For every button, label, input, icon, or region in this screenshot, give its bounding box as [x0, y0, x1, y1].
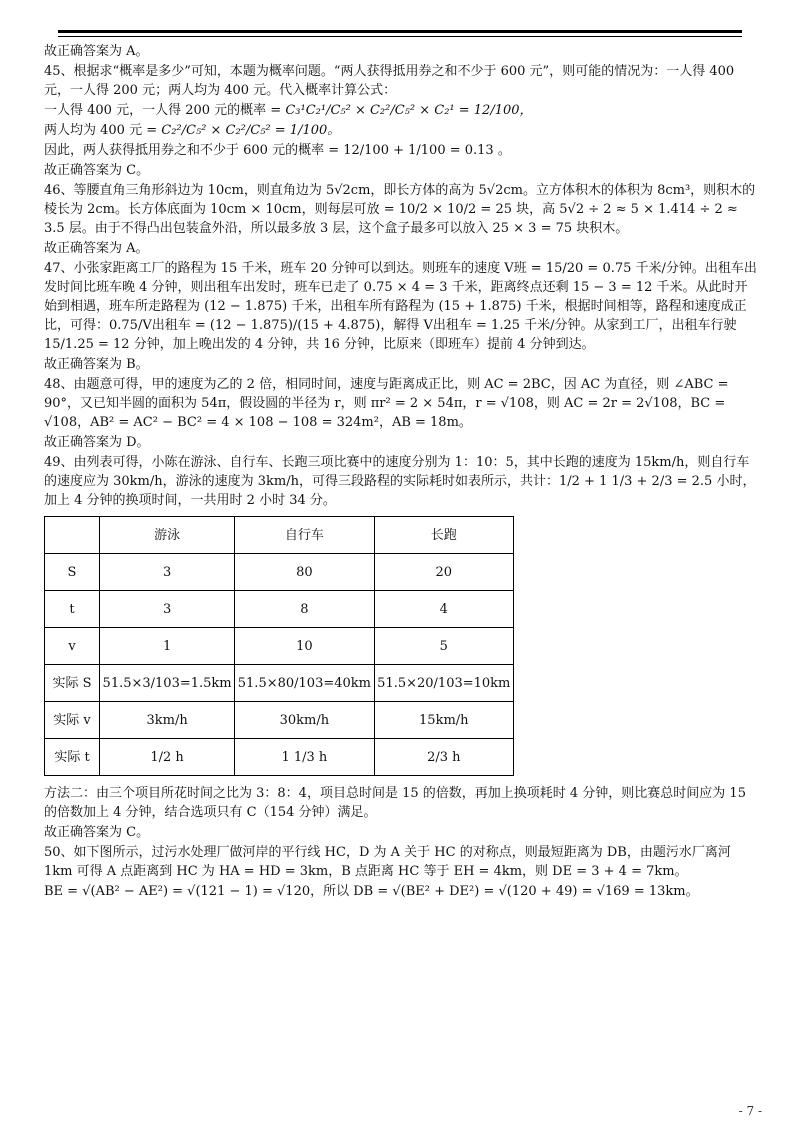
table-row	[45, 739, 514, 776]
table-row	[45, 665, 514, 702]
table-cell: 10	[235, 628, 374, 665]
table-cell: v	[45, 628, 100, 665]
q49-method2: 方法二：由三个项目所花时间之比为 3：8：4，项目总时间是 15 的倍数，再加上换项耗时 4 分钟，则比赛总时间应为 15 的倍数加上 4 分钟，结合选项只有 C（154 分钟）满足。	[44, 786, 746, 820]
table-cell: 51.5×3/103=1.5km	[100, 665, 235, 702]
q45-intro: 45、根据求“概率是多少”可知，本题为概率问题。“两人获得抵用券之和不少于 600 元”，则可能的情况为：一人得 400 元，一人得 200 元；两人均为 400 元。代入概率计算公式：	[44, 64, 735, 98]
table-cell: 3	[100, 591, 235, 628]
q46-answer: 故正确答案为 A。	[44, 241, 149, 256]
q45-prob1-expr: = C₃¹C₂¹/C₅² × C₂²/C₅² × C₂¹ = 12/100，	[270, 103, 533, 118]
q47-answer: 故正确答案为 B。	[44, 357, 149, 372]
table-cell: 实际 S	[45, 665, 100, 702]
table-row	[45, 554, 514, 591]
q45-prob1-label: 一人得 400 元，一人得 200 元的概率	[44, 103, 267, 118]
results-table	[44, 516, 514, 776]
table-cell: 4	[374, 591, 513, 628]
table-cell: 3km/h	[100, 702, 235, 739]
q46-text: 46、等腰直角三角形斜边为 10cm，则直角边为 5√2cm，即长方体的高为 5√2cm。立方体积木的体积为 8cm³，则积木的棱长为 2cm。长方体底面为 10cm × 10cm，则每层可放 = 10/2 × 10/2 = 25 块，高 5√2 ÷ 2 ≈ 5 × 1.414 ÷ 2 ≈ 3.5 层。由于不得凸出包装盒外沿，所以最多放 3 层，这个盒子最多可以放入 25 × 3 = 75 块积木。	[44, 183, 756, 236]
table-header-cell	[45, 517, 100, 554]
q45-prob1	[44, 101, 760, 120]
table-cell: 80	[235, 554, 374, 591]
q50-text-b: BE = √(AB² − AE²) = √(121 − 1) = √120，所以 DB = √(BE² + DE²) = √(120 + 49) = √169 = 13km。	[44, 884, 699, 899]
table-cell: 30km/h	[235, 702, 374, 739]
table-header-cell: 游泳	[100, 517, 235, 554]
document-body	[44, 42, 760, 902]
table-row	[45, 702, 514, 739]
q48-text: 48、由题意可得，甲的速度为乙的 2 倍，相同时间，速度与距离成正比，则 AC = 2BC，因 AC 为直径，则 ∠ABC = 90°，又已知半圆的面积为 54π，假设圆的半径为 r，则 πr² = 2 × 54π，r = √108，则 AC = 2r = 2√108，BC = √108，AB² = AC² − BC² = 4 × 108 − 108 = 324m²，AB = 18m。	[44, 377, 729, 430]
q45-prob2	[44, 121, 760, 140]
header-rule-thick	[58, 30, 742, 33]
table-cell: 1/2 h	[100, 739, 235, 776]
table-cell: 1	[100, 628, 235, 665]
q45-answer: 故正确答案为 C。	[44, 163, 150, 178]
table-cell: t	[45, 591, 100, 628]
table-cell: 8	[235, 591, 374, 628]
q47-text: 47、小张家距离工厂的路程为 15 千米，班车 20 分钟可以到达。则班车的速度 V班 = 15/20 = 0.75 千米/分钟。出租车出发时间比班车晚 4 分钟，则出租车出发时，班车已走了 0.75 × 4 = 3 千米，距离终点还剩 15 − 3 = 12 千米。从此时开始到相遇，班车所走路程为 (12 − 1.875) 千米，出租车所有路程为 (15 + 1.875) 千米，根据时间相等，路程和速度成正比，可得：0.75/V出租车 = (12 − 1.875)/(15 + 4.875)，解得 V出租车 = 1.25 千米/分钟。从家到工厂，出租车行驶 15/1.25 = 12 分钟，加上晚出发的 4 分钟，共 16 分钟，比原来（即班车）提前 4 分钟到达。	[44, 261, 757, 352]
table-cell: 20	[374, 554, 513, 591]
table-cell: 实际 t	[45, 739, 100, 776]
header-rule-thin	[58, 36, 742, 37]
q45-prob2-label: 两人均为 400 元	[44, 123, 143, 138]
answer-line: 故正确答案为 A。	[44, 44, 149, 59]
q45-total: 因此，两人获得抵用券之和不少于 600 元的概率 = 12/100 + 1/100 = 0.13 。	[44, 143, 511, 158]
table-cell: 1 1/3 h	[235, 739, 374, 776]
table-cell: 15km/h	[374, 702, 513, 739]
q49-answer: 故正确答案为 C。	[44, 825, 150, 840]
table-row	[45, 628, 514, 665]
table-cell: 3	[100, 554, 235, 591]
q49-text: 49、由列表可得，小陈在游泳、自行车、长跑三项比赛中的速度分别为 1：10：5，其中长跑的速度为 15km/h，则自行车的速度应为 30km/h，游泳的速度为 3km/h，可得三段路程的实际耗时如表所示，共计：1/2 + 1 1/3 + 2/3 = 2.5 小时，加上 4 分钟的换项时间，一共用时 2 小时 34 分。	[44, 455, 756, 508]
table-cell: 实际 v	[45, 702, 100, 739]
table-header-row	[45, 517, 514, 554]
table-cell: S	[45, 554, 100, 591]
table-cell: 5	[374, 628, 513, 665]
table-header-cell: 长跑	[374, 517, 513, 554]
q50-text: 50、如下图所示，过污水处理厂做河岸的平行线 HC，D 为 A 关于 HC 的对称点，则最短距离为 DB，由题污水厂离河 1km 可得 A 点距离到 HC 为 HA = HD = 3km，B 点距离 HC 等于 EH = 4km，则 DE = 3 + 4 = 7km。	[44, 845, 731, 879]
q48-answer: 故正确答案为 D。	[44, 435, 150, 450]
table-cell: 51.5×20/103=10km	[374, 665, 513, 702]
table-cell: 2/3 h	[374, 739, 513, 776]
page-number: - 7 -	[738, 1104, 762, 1118]
table-header-cell: 自行车	[235, 517, 374, 554]
table-row	[45, 591, 514, 628]
q45-prob2-expr: = C₂²/C₅² × C₂²/C₅² = 1/100。	[146, 123, 341, 138]
table-cell: 51.5×80/103=40km	[235, 665, 374, 702]
